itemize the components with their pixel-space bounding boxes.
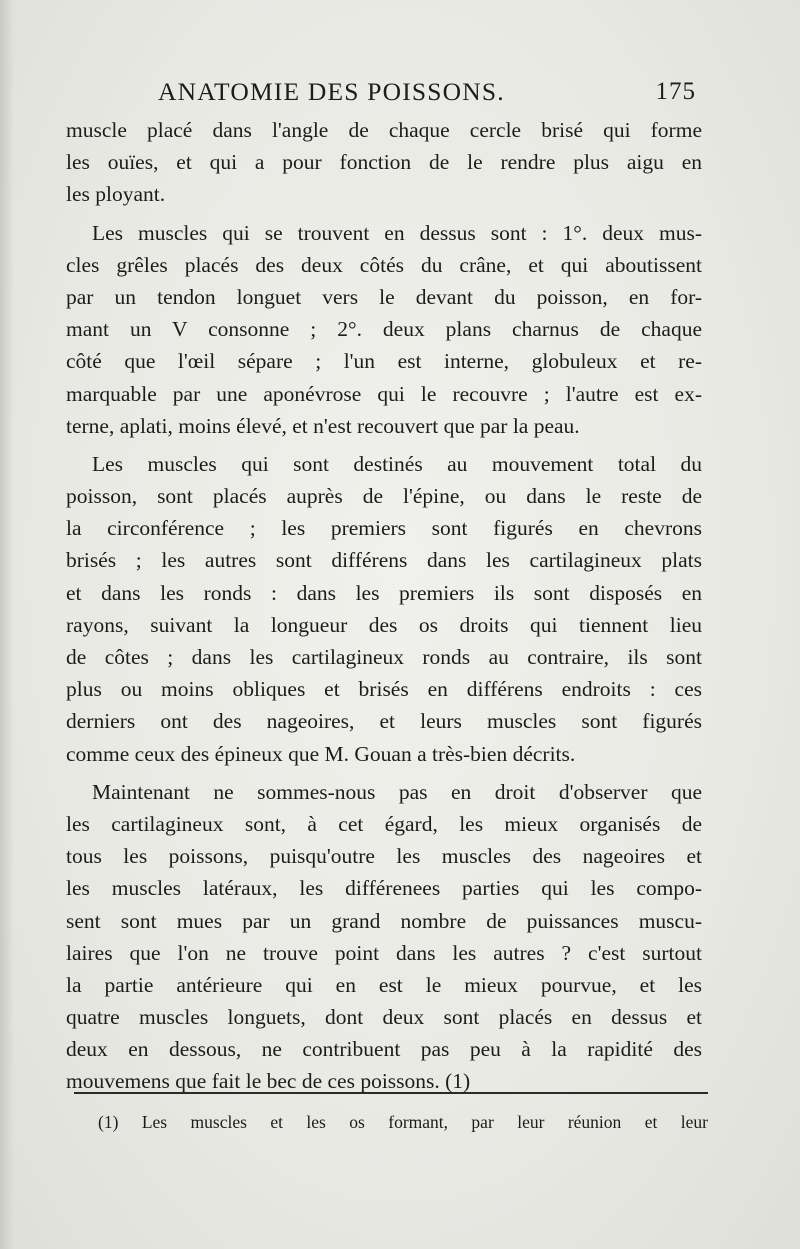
- text-line: les ployant.: [66, 182, 166, 207]
- text-line: deux en dessous, ne contribuent pas peu à la rapidité des: [66, 1037, 702, 1062]
- text-line: comme ceux des épineux que M. Gouan a très-bien décrits.: [66, 741, 576, 766]
- text-line: de côtes ; dans les cartilagineux ronds au contraire, ils sont: [66, 645, 702, 669]
- footnote: (1) Les muscles et les os formant, par leur réunion et leur: [98, 1112, 708, 1132]
- text-line: rayons, suivant la longueur des os droits qui tiennent lieu: [66, 612, 702, 637]
- text-line: quatre muscles longuets, dont deux sont placés en dessus et: [66, 1005, 702, 1030]
- text-line: Maintenant ne sommes-nous pas en droit d'observer que: [92, 779, 702, 804]
- running-title: ANATOMIE DES POISSONS.: [158, 77, 505, 106]
- text-line: derniers ont des nageoires, et leurs muscles sont figurés: [66, 709, 702, 734]
- text-line: Les muscles qui sont destinés au mouvement total du: [92, 451, 702, 476]
- body-text: [66, 114, 702, 1098]
- text-line: les muscles latéraux, les différenees parties qui les compo-: [66, 876, 702, 901]
- text-line: marquable par une aponévrose qui le recouvre ; l'autre est ex-: [66, 381, 702, 406]
- page-gutter-shadow: [0, 0, 14, 1249]
- text-line: par un tendon longuet vers le devant du poisson, en for-: [66, 284, 702, 309]
- text-line: poisson, sont placés auprès de l'épine, ou dans le reste de: [66, 484, 702, 509]
- text-line: la partie antérieure qui en est le mieux pourvue, et les: [66, 972, 702, 997]
- text-line: muscle placé dans l'angle de chaque cercle brisé qui forme: [66, 118, 702, 142]
- text-line: la circonférence ; les premiers sont figurés en chevrons: [66, 516, 702, 541]
- text-line: laires que l'on ne trouve point dans les autres ? c'est surtout: [66, 940, 702, 965]
- text-line: tous les poissons, puisqu'outre les muscles des nageoires et: [66, 844, 702, 869]
- text-line: les cartilagineux sont, à cet égard, les mieux organisés de: [66, 811, 702, 836]
- text-line: sent sont mues par un grand nombre de puissances muscu-: [66, 908, 702, 933]
- text-line: et dans les ronds : dans les premiers ils sont disposés en: [66, 580, 702, 605]
- text-line: cles grêles placés des deux côtés du crâne, et qui aboutissent: [66, 252, 702, 277]
- text-line: mant un V consonne ; 2°. deux plans charnus de chaque: [66, 317, 702, 342]
- text-line: plus ou moins obliques et brisés en différens endroits : ces: [66, 677, 702, 702]
- text-line: brisés ; les autres sont différens dans les cartilagineux plats: [66, 548, 702, 573]
- page-header: [66, 74, 702, 110]
- text-line: les ouïes, et qui a pour fonction de le rendre plus aigu en: [66, 150, 702, 175]
- text-line: côté que l'œil sépare ; l'un est interne, globuleux et re-: [66, 349, 702, 374]
- text-line: terne, aplati, moins élevé, et n'est recouvert que par la peau.: [66, 413, 580, 438]
- text-line: Les muscles qui se trouvent en dessus sont : 1°. deux mus-: [92, 220, 702, 245]
- footnote-divider: [74, 1092, 708, 1094]
- page-number: 175: [655, 78, 696, 105]
- text-line: mouvemens que fait le bec de ces poissons. (1): [66, 1069, 471, 1094]
